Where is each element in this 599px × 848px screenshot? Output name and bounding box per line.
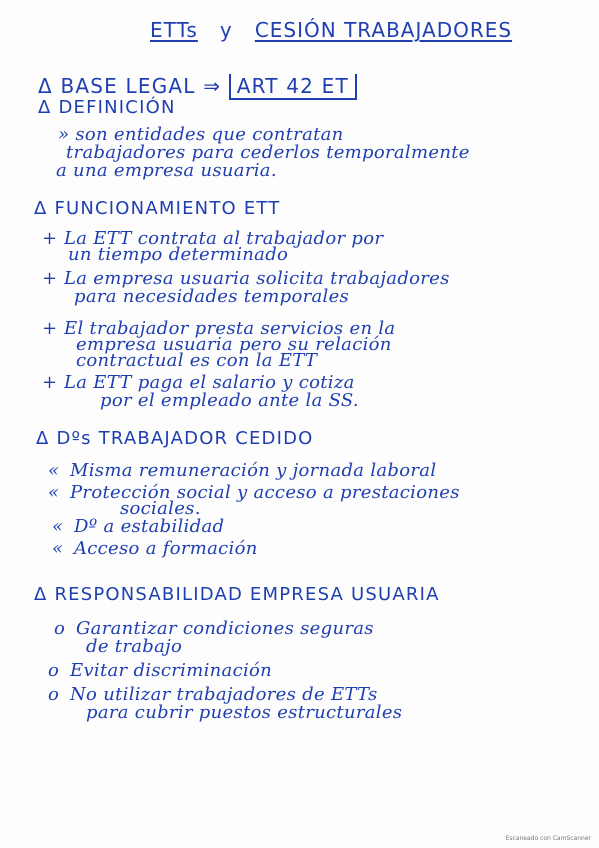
responsabilidad-item-cont: de trabajo — [86, 636, 183, 657]
alpha-bullet-icon: « — [52, 516, 64, 537]
derechos-item — [52, 516, 224, 537]
item-line: Protección social y acceso a prestaciones — [70, 482, 460, 503]
triangle-marker-icon: Δ — [34, 584, 48, 605]
article-box — [229, 74, 357, 100]
item-line: Dº a estabilidad — [74, 516, 225, 537]
funcionamiento-item-cont: para necesidades temporales — [74, 286, 350, 307]
triangle-marker-icon: Δ — [34, 198, 48, 219]
arrow-icon: ⇒ — [203, 74, 222, 98]
plus-bullet-icon: + — [42, 372, 58, 393]
item-line: La ETT paga el salario y cotiza — [64, 372, 355, 393]
circle-bullet-icon: o — [48, 660, 60, 681]
title-left: ETTs — [150, 18, 198, 42]
funcionamiento-item-cont: por el empleado ante la SS. — [100, 390, 359, 411]
derechos-item — [48, 460, 436, 481]
definicion-heading-text: DEFINICIÓN — [58, 97, 176, 118]
definicion-line: a una empresa usuaria. — [56, 160, 277, 181]
item-line: Evitar discriminación — [70, 660, 273, 681]
item-line: Acceso a formación — [74, 538, 258, 559]
responsabilidad-item — [48, 660, 272, 681]
plus-bullet-icon: + — [42, 228, 58, 249]
funcionamiento-item-cont: contractual es con la ETT — [76, 350, 318, 371]
funcionamiento-heading — [34, 198, 280, 219]
page-title — [150, 18, 512, 42]
item-line: El trabajador presta servicios en la — [64, 318, 396, 339]
responsabilidad-heading-text: RESPONSABILIDAD EMPRESA USUARIA — [54, 584, 440, 605]
alpha-bullet-icon: « — [52, 538, 64, 559]
plus-bullet-icon: + — [42, 268, 58, 289]
article-text: ART 42 ET — [236, 74, 349, 98]
derechos-item — [52, 538, 258, 559]
derechos-heading — [36, 428, 314, 449]
funcionamiento-heading-text: FUNCIONAMIENTO ETT — [54, 198, 281, 219]
plus-bullet-icon: + — [42, 318, 58, 339]
definicion-heading — [38, 97, 176, 118]
derechos-item — [48, 482, 460, 503]
definicion-line: trabajadores para cederlos temporalmente — [66, 142, 470, 163]
item-line: Misma remuneración y jornada laboral — [70, 460, 437, 481]
responsabilidad-heading — [34, 584, 440, 605]
triangle-marker-icon: Δ — [38, 97, 52, 118]
item-line: La ETT contrata al trabajador por — [64, 228, 384, 249]
base-legal-label: BASE LEGAL — [60, 74, 196, 98]
triangle-marker-icon: Δ — [36, 428, 50, 449]
title-middle: y — [219, 18, 233, 42]
scanner-watermark: Escaneado con CamScanner — [505, 835, 591, 842]
definicion-line: » son entidades que contratan — [58, 124, 344, 145]
circle-bullet-icon: o — [54, 618, 66, 639]
derechos-heading-text: Dºs TRABAJADOR CEDIDO — [56, 428, 314, 449]
alpha-bullet-icon: « — [48, 482, 60, 503]
item-line: No utilizar trabajadores de ETTs — [70, 684, 378, 705]
title-right: CESIÓN TRABAJADORES — [254, 18, 513, 42]
circle-bullet-icon: o — [48, 684, 60, 705]
derechos-item-cont: sociales. — [120, 498, 201, 519]
responsabilidad-item-cont: para cubrir puestos estructurales — [86, 702, 403, 723]
triangle-marker-icon: Δ — [38, 74, 53, 98]
funcionamiento-item-cont: un tiempo determinado — [68, 244, 289, 265]
item-line: La empresa usuaria solicita trabajadores — [64, 268, 450, 289]
funcionamiento-item-cont: empresa usuaria pero su relación — [76, 334, 392, 355]
item-line: Garantizar condiciones seguras — [76, 618, 374, 639]
alpha-bullet-icon: « — [48, 460, 60, 481]
